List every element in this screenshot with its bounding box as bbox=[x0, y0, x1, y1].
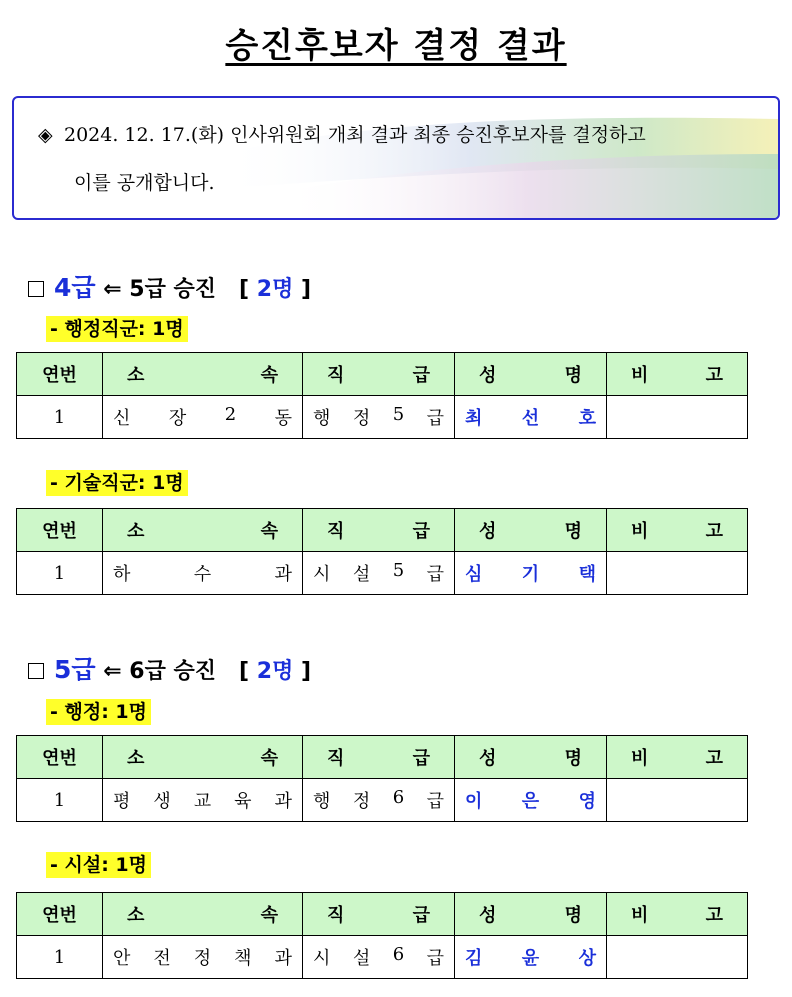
table-header-row bbox=[17, 353, 748, 396]
roster-table bbox=[16, 508, 748, 595]
table-row bbox=[17, 779, 748, 822]
cell-name: 최 선 호 bbox=[455, 396, 607, 439]
table-row bbox=[17, 396, 748, 439]
col-header-dept: 소 속 bbox=[103, 736, 303, 779]
roster-table bbox=[16, 892, 748, 979]
notice-line-2: 이를 공개합니다. bbox=[74, 172, 215, 194]
col-header-dept: 소 속 bbox=[103, 509, 303, 552]
col-header-note: 비 고 bbox=[607, 893, 748, 936]
table-header-row bbox=[17, 736, 748, 779]
col-header-name: 성 명 bbox=[455, 736, 607, 779]
table-row bbox=[17, 936, 748, 979]
group-label: - 시설: 1명 bbox=[46, 852, 151, 878]
group-label: - 기술직군: 1명 bbox=[46, 470, 188, 496]
notice-box bbox=[12, 96, 780, 220]
cell-name: 심 기 택 bbox=[455, 552, 607, 595]
cell-rank: 시 설 5 급 bbox=[303, 552, 455, 595]
col-header-no: 연번 bbox=[17, 509, 103, 552]
col-header-rank: 직 급 bbox=[303, 509, 455, 552]
col-header-name: 성 명 bbox=[455, 353, 607, 396]
cell-no: 1 bbox=[17, 396, 103, 439]
group-label: - 행정직군: 1명 bbox=[46, 316, 188, 342]
section-heading-grade-5: 5급 ⇐ 6급 승진 [ 2명 ] bbox=[28, 650, 311, 686]
decorative-brush-image bbox=[218, 96, 778, 218]
checkbox-square-icon bbox=[28, 281, 44, 297]
table-header-row bbox=[17, 893, 748, 936]
cell-dept: 하 수 과 bbox=[103, 552, 303, 595]
cell-dept: 안 전 정 책 과 bbox=[103, 936, 303, 979]
col-header-no: 연번 bbox=[17, 736, 103, 779]
col-header-note: 비 고 bbox=[607, 509, 748, 552]
col-header-no: 연번 bbox=[17, 893, 103, 936]
col-header-name: 성 명 bbox=[455, 893, 607, 936]
col-header-rank: 직 급 bbox=[303, 353, 455, 396]
checkbox-square-icon bbox=[28, 663, 44, 679]
cell-no: 1 bbox=[17, 552, 103, 595]
table-row bbox=[17, 552, 748, 595]
cell-no: 1 bbox=[17, 779, 103, 822]
col-header-name: 성 명 bbox=[455, 509, 607, 552]
col-header-no: 연번 bbox=[17, 353, 103, 396]
cell-note bbox=[607, 552, 748, 595]
table-header-row bbox=[17, 509, 748, 552]
roster-table bbox=[16, 735, 748, 822]
roster-table bbox=[16, 352, 748, 439]
cell-rank: 시 설 6 급 bbox=[303, 936, 455, 979]
page-title: 승진후보자 결정 결과 bbox=[225, 26, 567, 66]
cell-rank: 행 정 6 급 bbox=[303, 779, 455, 822]
cell-note bbox=[607, 779, 748, 822]
diamond-bullet-icon: ◈ bbox=[38, 124, 53, 146]
col-header-rank: 직 급 bbox=[303, 736, 455, 779]
col-header-note: 비 고 bbox=[607, 736, 748, 779]
cell-note bbox=[607, 936, 748, 979]
cell-name: 김 윤 상 bbox=[455, 936, 607, 979]
cell-dept: 신 장 2 동 bbox=[103, 396, 303, 439]
notice-line-1: ◈ 2024. 12. 17.(화) 인사위원회 개최 결과 최종 승진후보자를 결정하고 bbox=[38, 124, 646, 146]
col-header-rank: 직 급 bbox=[303, 893, 455, 936]
group-label: - 행정: 1명 bbox=[46, 699, 151, 725]
col-header-dept: 소 속 bbox=[103, 893, 303, 936]
col-header-note: 비 고 bbox=[607, 353, 748, 396]
col-header-dept: 소 속 bbox=[103, 353, 303, 396]
cell-rank: 행 정 5 급 bbox=[303, 396, 455, 439]
cell-name: 이 은 영 bbox=[455, 779, 607, 822]
cell-no: 1 bbox=[17, 936, 103, 979]
section-heading-grade-4: 4급 ⇐ 5급 승진 [ 2명 ] bbox=[28, 268, 311, 304]
cell-dept: 평 생 교 육 과 bbox=[103, 779, 303, 822]
cell-note bbox=[607, 396, 748, 439]
